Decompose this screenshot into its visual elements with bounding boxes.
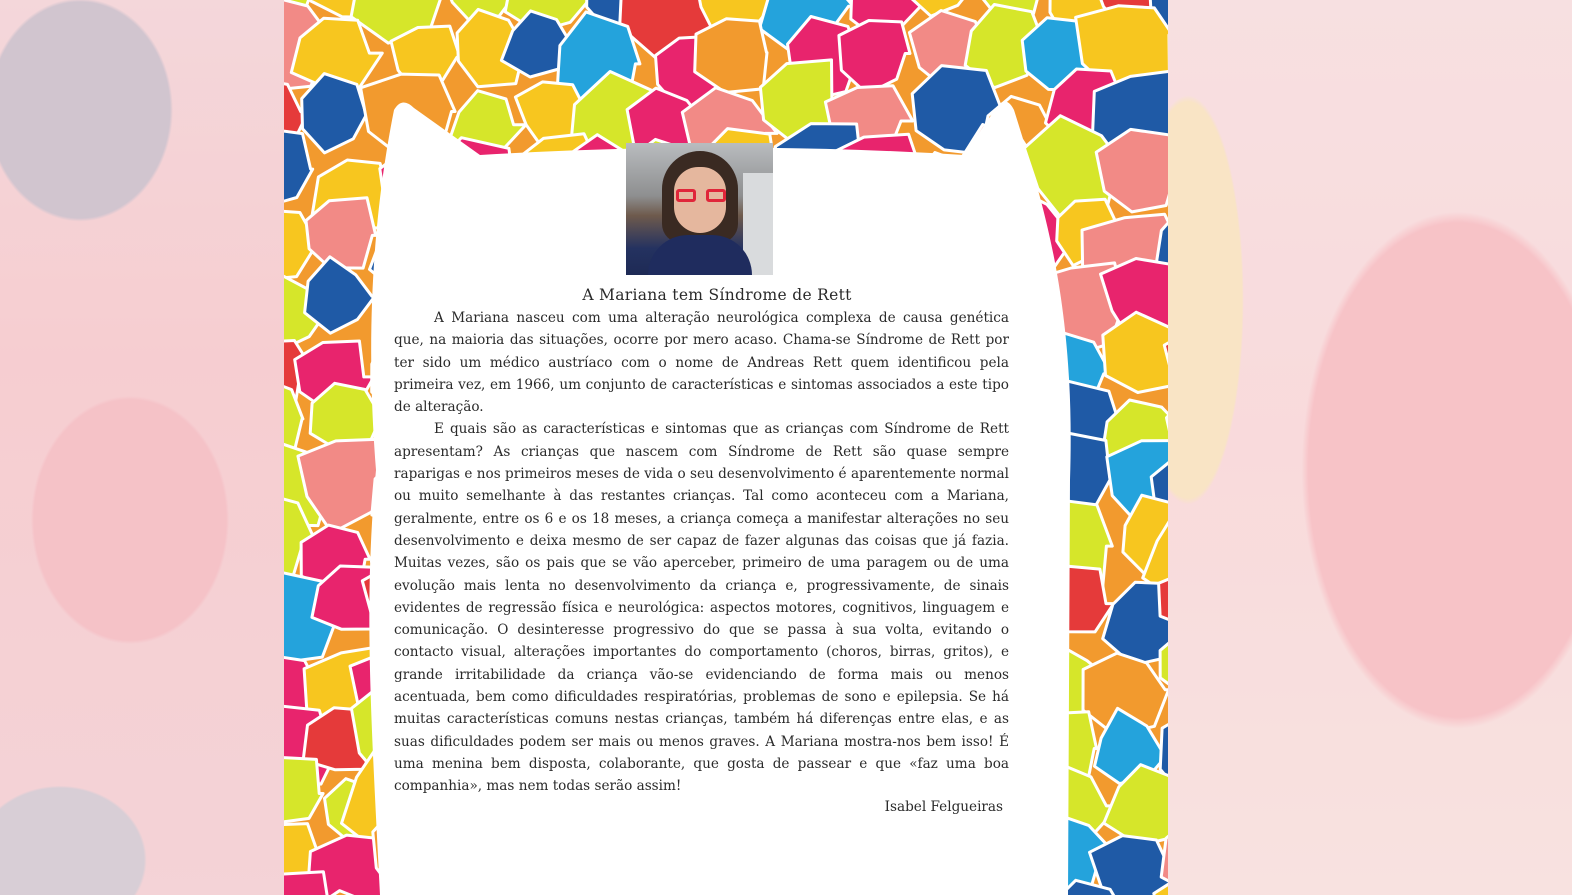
red-glasses-icon (676, 189, 726, 203)
paragraph: E quais são as características e sintomas que as crianças com Síndrome de Rett apresentam? As crianças que nascem com Síndrome de Rett são quase sempre raparigas e nos primeiros meses de vida o seu desenvolvimento é aparentemente normal ou muito semelhante à das restantes crianças. Tal como aconteceu com a Mariana, geralmente, entre os 6 e os 18 meses, a criança começa a manifestar alterações no seu desenvolvimento e deixa mesmo de ser capaz de fazer algunas das coisas que já fazia. Muitas vezes, são os pais que se vão aperceber, primeiro de uma paragem ou de uma evolução mais lenta no desenvolvimento da criança e, progressivamente, de sinais evidentes de regressão física e neurológica: aspectos motores, cognitivos, linguagem e comunicação. O desinteresse progressivo do que se passa à sua volta, evitando o contacto visual, alterações importantes do comportamento (choros, birras, gritos), e grande irritabilidade da criança vão-se evidenciando de forma mais ou menos acentuada, bem como dificuldades respiratórias, problemas de sono e epilepsia. Se há muitas características comuns nestas crianças, também há diferenças entre elas, e as suas dificuldades podem ser mais ou menos graves. A Mariana mostra-nos bem isso! É uma menina bem disposta, colaborante, que gosta de passear e que «faz uma boa companhia», mas nem todas serão assim! (394, 421, 1009, 795)
blurred-background-right (1168, 0, 1572, 895)
article-title: A Mariana tem Síndrome de Rett (582, 286, 852, 304)
author-signature: Isabel Felgueiras (884, 799, 1003, 815)
article-body (394, 307, 1009, 798)
paragraph: A Mariana nasceu com uma alteração neurológica complexa de causa genética que, na maioria das situações, ocorre por mero acaso. Chama-se Síndrome de Rett por ter sido um médico austríaco com o nome de Andreas Rett quem identificou pela primeira vez, em 1966, um conjunto de características e sintomas associados a este tipo de alteração. (394, 310, 1009, 416)
photo-mariana (626, 143, 773, 275)
blurred-background-left (0, 0, 284, 895)
